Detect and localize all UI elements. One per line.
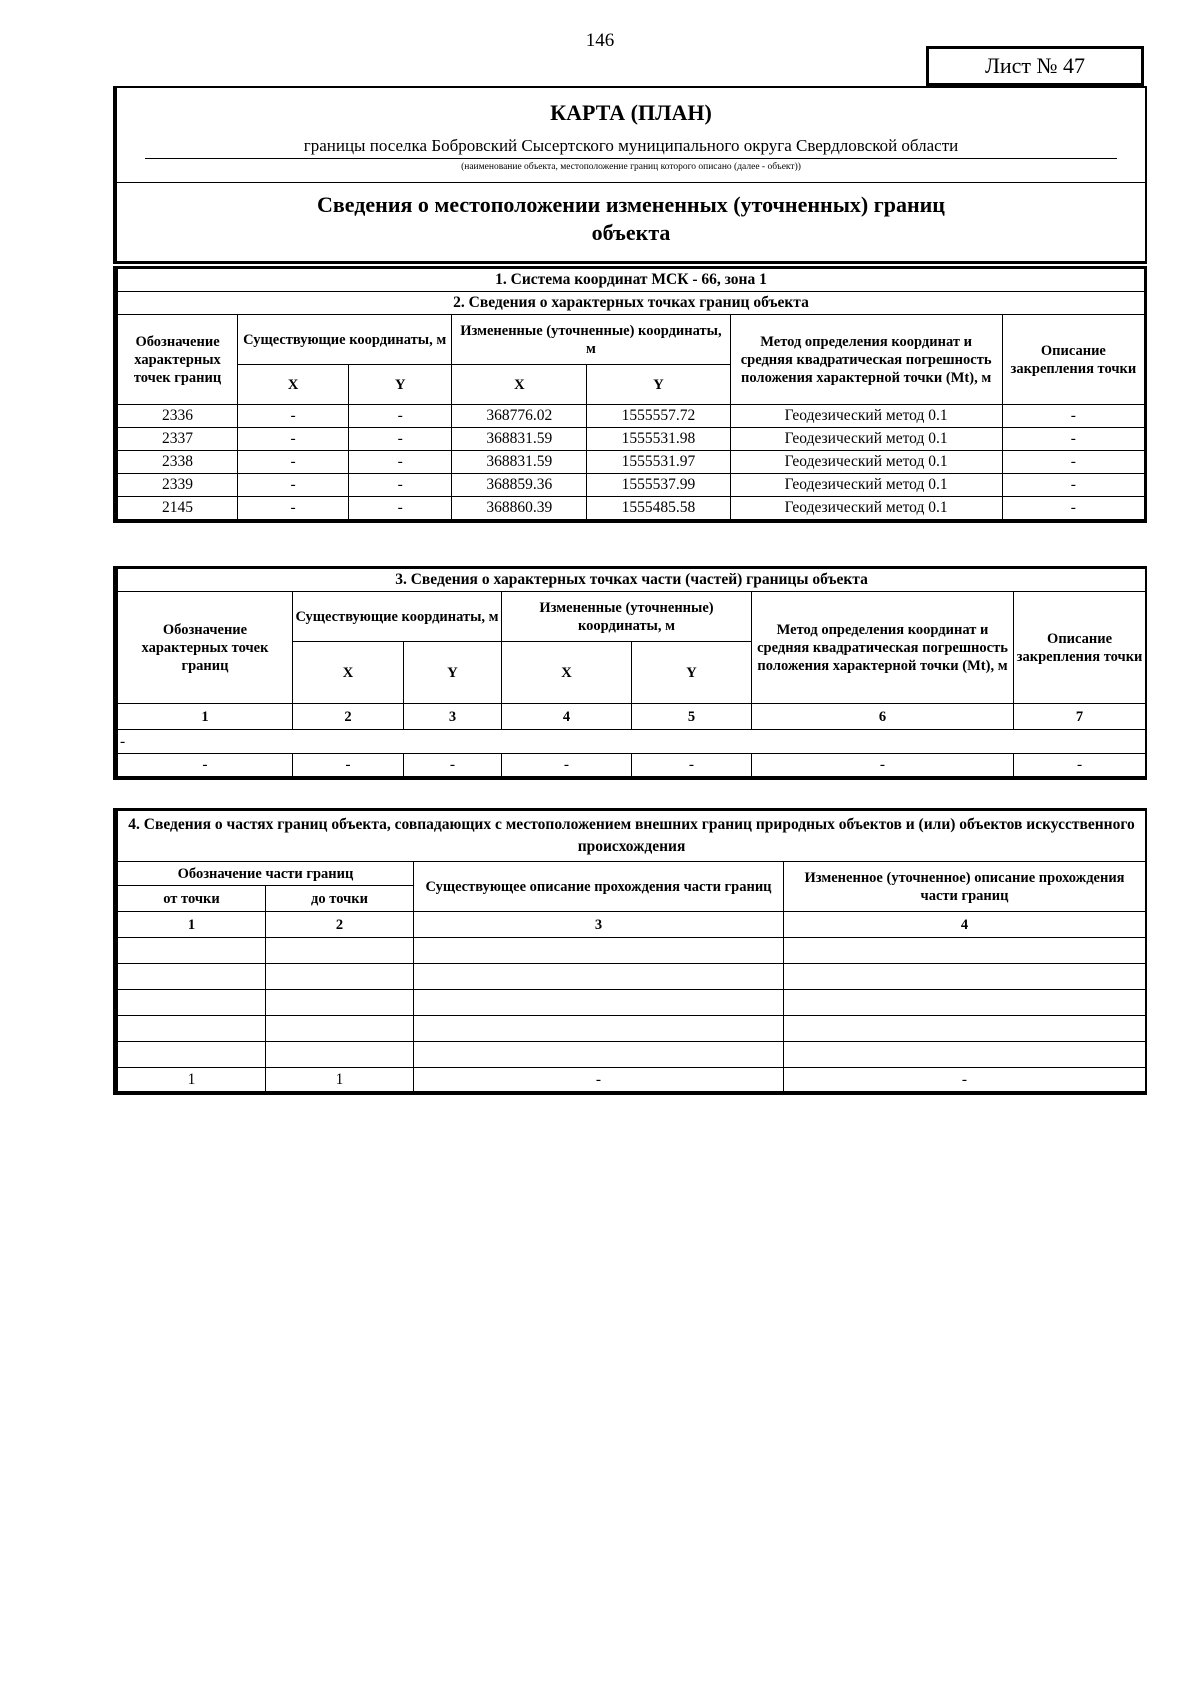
table-row bbox=[118, 428, 1145, 451]
cell-description: - bbox=[1002, 405, 1144, 428]
col-number: 3 bbox=[404, 704, 502, 730]
section3-caption: 3. Сведения о характерных точках части (частей) границы объекта bbox=[118, 569, 1146, 592]
header-existing-y: Y bbox=[349, 365, 452, 405]
part-label: - bbox=[118, 730, 1146, 754]
table-row bbox=[118, 964, 1146, 990]
cell-existing-y: - bbox=[349, 474, 452, 497]
header-point: Обозначение характерных точек границ bbox=[118, 592, 293, 704]
sheet-number: Лист № 47 bbox=[926, 46, 1144, 86]
header-description: Описание закрепления точки bbox=[1002, 315, 1144, 405]
header-existing-x: X bbox=[293, 642, 404, 704]
section-subtitle: Сведения о местоположении измененных (уточненных) границ объекта bbox=[317, 192, 945, 245]
table-row bbox=[118, 1042, 1146, 1068]
header-method: Метод определения координат и средняя квадратическая погрешность положения характерной точки (Mt), м bbox=[752, 592, 1014, 704]
cell-method: Геодезический метод 0.1 bbox=[730, 428, 1002, 451]
map-header bbox=[113, 86, 1147, 264]
col-number: 7 bbox=[1014, 704, 1146, 730]
cell-existing-x: - bbox=[238, 451, 349, 474]
characteristic-points-block bbox=[113, 266, 1147, 523]
col-number: 2 bbox=[266, 912, 414, 938]
cell bbox=[414, 1016, 784, 1042]
cell-x: 368860.39 bbox=[452, 497, 587, 520]
header-description: Описание закрепления точки bbox=[1014, 592, 1146, 704]
col-number: 3 bbox=[414, 912, 784, 938]
cell-x: 368831.59 bbox=[452, 451, 587, 474]
table-row bbox=[118, 497, 1145, 520]
cell-y: 1555537.99 bbox=[587, 474, 730, 497]
cell bbox=[118, 1042, 266, 1068]
col-number: 6 bbox=[752, 704, 1014, 730]
cell bbox=[784, 964, 1146, 990]
header-changed: Измененные (уточненные) координаты, м bbox=[452, 315, 730, 365]
col-number: 4 bbox=[784, 912, 1146, 938]
page-number: 146 bbox=[585, 30, 615, 51]
cell-to: 1 bbox=[266, 1068, 414, 1092]
cell bbox=[118, 938, 266, 964]
header-changed: Измененные (уточненные) координаты, м bbox=[502, 592, 752, 642]
map-title: КАРТА (ПЛАН) bbox=[550, 100, 712, 125]
header-point: Обозначение характерных точек границ bbox=[118, 315, 238, 405]
part-points-block bbox=[113, 566, 1147, 780]
header-changed-x: X bbox=[452, 365, 587, 405]
cell-existing-x: - bbox=[238, 405, 349, 428]
cell-y: 1555531.97 bbox=[587, 451, 730, 474]
cell-changed: - bbox=[784, 1068, 1146, 1092]
cell-point: 2339 bbox=[118, 474, 238, 497]
header-changed-y: Y bbox=[587, 365, 730, 405]
cell bbox=[266, 990, 414, 1016]
cell-y: 1555531.98 bbox=[587, 428, 730, 451]
cell-y: 1555485.58 bbox=[587, 497, 730, 520]
characteristic-points-table bbox=[117, 268, 1145, 520]
section4-caption: 4. Сведения о частях границ объекта, совпадающих с местоположением внешних границ природных объектов и (или) объектов искусственного происхождения bbox=[118, 811, 1146, 862]
cell-from: 1 bbox=[118, 1068, 266, 1092]
cell bbox=[118, 1016, 266, 1042]
part-points-table bbox=[117, 568, 1146, 777]
cell-description: - bbox=[1002, 428, 1144, 451]
header-method: Метод определения координат и средняя квадратическая погрешность положения характерной точки (Mt), м bbox=[730, 315, 1002, 405]
cell-existing-y: - bbox=[349, 451, 452, 474]
header-changed-x: X bbox=[502, 642, 632, 704]
header-part: Обозначение части границ bbox=[118, 862, 414, 886]
cell-description: - bbox=[1002, 451, 1144, 474]
col-number: 5 bbox=[632, 704, 752, 730]
table-row bbox=[118, 938, 1146, 964]
cell-existing-x: - bbox=[238, 474, 349, 497]
cell: - bbox=[752, 754, 1014, 777]
col-number: 2 bbox=[293, 704, 404, 730]
cell-point: 2337 bbox=[118, 428, 238, 451]
coord-system-caption: 1. Система координат МСК - 66, зона 1 bbox=[118, 269, 1145, 292]
header-changed-y: Y bbox=[632, 642, 752, 704]
object-description: границы поселка Бобровский Сысертского муниципального округа Свердловской области bbox=[145, 136, 1117, 159]
cell bbox=[414, 990, 784, 1016]
object-note: (наименование объекта, местоположение границ которого описано (далее - объект)) bbox=[461, 162, 801, 172]
cell-point: 2338 bbox=[118, 451, 238, 474]
natural-boundaries-block bbox=[113, 808, 1147, 1095]
table-row bbox=[118, 754, 1146, 777]
header-from-point: от точки bbox=[118, 886, 266, 912]
cell-existing: - bbox=[414, 1068, 784, 1092]
cell-point: 2336 bbox=[118, 405, 238, 428]
section2-caption: 2. Сведения о характерных точках границ объекта bbox=[118, 292, 1145, 315]
natural-boundaries-table bbox=[117, 810, 1146, 1092]
cell bbox=[266, 964, 414, 990]
column-numbers-row bbox=[118, 704, 1146, 730]
cell-x: 368831.59 bbox=[452, 428, 587, 451]
cell bbox=[266, 1042, 414, 1068]
header-changed-description: Измененное (уточненное) описание прохождения части границ bbox=[784, 862, 1146, 912]
header-existing-y: Y bbox=[404, 642, 502, 704]
cell-description: - bbox=[1002, 497, 1144, 520]
table-row bbox=[118, 474, 1145, 497]
divider bbox=[117, 182, 1145, 183]
col-number: 1 bbox=[118, 704, 293, 730]
column-numbers-row bbox=[118, 912, 1146, 938]
cell-method: Геодезический метод 0.1 bbox=[730, 497, 1002, 520]
table-row bbox=[118, 1016, 1146, 1042]
cell bbox=[784, 938, 1146, 964]
header-existing: Существующие координаты, м bbox=[238, 315, 452, 365]
table-row bbox=[118, 1068, 1146, 1092]
cell bbox=[118, 990, 266, 1016]
cell bbox=[784, 1042, 1146, 1068]
cell: - bbox=[293, 754, 404, 777]
header-existing: Существующие координаты, м bbox=[293, 592, 502, 642]
cell: - bbox=[404, 754, 502, 777]
cell: - bbox=[118, 754, 293, 777]
cell: - bbox=[502, 754, 632, 777]
cell-existing-x: - bbox=[238, 497, 349, 520]
cell-x: 368776.02 bbox=[452, 405, 587, 428]
cell-existing-y: - bbox=[349, 497, 452, 520]
cell bbox=[414, 1042, 784, 1068]
cell bbox=[118, 964, 266, 990]
header-to-point: до точки bbox=[266, 886, 414, 912]
cell-x: 368859.36 bbox=[452, 474, 587, 497]
cell-method: Геодезический метод 0.1 bbox=[730, 451, 1002, 474]
cell-method: Геодезический метод 0.1 bbox=[730, 474, 1002, 497]
col-number: 1 bbox=[118, 912, 266, 938]
cell-existing-y: - bbox=[349, 428, 452, 451]
cell: - bbox=[1014, 754, 1146, 777]
cell-point: 2145 bbox=[118, 497, 238, 520]
cell bbox=[414, 938, 784, 964]
cell bbox=[784, 990, 1146, 1016]
cell bbox=[266, 1016, 414, 1042]
cell-y: 1555557.72 bbox=[587, 405, 730, 428]
header-existing-x: X bbox=[238, 365, 349, 405]
cell bbox=[784, 1016, 1146, 1042]
cell-existing-x: - bbox=[238, 428, 349, 451]
cell-existing-y: - bbox=[349, 405, 452, 428]
col-number: 4 bbox=[502, 704, 632, 730]
cell-description: - bbox=[1002, 474, 1144, 497]
table-row bbox=[118, 451, 1145, 474]
cell: - bbox=[632, 754, 752, 777]
header-existing-description: Существующее описание прохождения части границ bbox=[414, 862, 784, 912]
cell bbox=[266, 938, 414, 964]
cell bbox=[414, 964, 784, 990]
table-row bbox=[118, 405, 1145, 428]
cell-method: Геодезический метод 0.1 bbox=[730, 405, 1002, 428]
table-row bbox=[118, 990, 1146, 1016]
